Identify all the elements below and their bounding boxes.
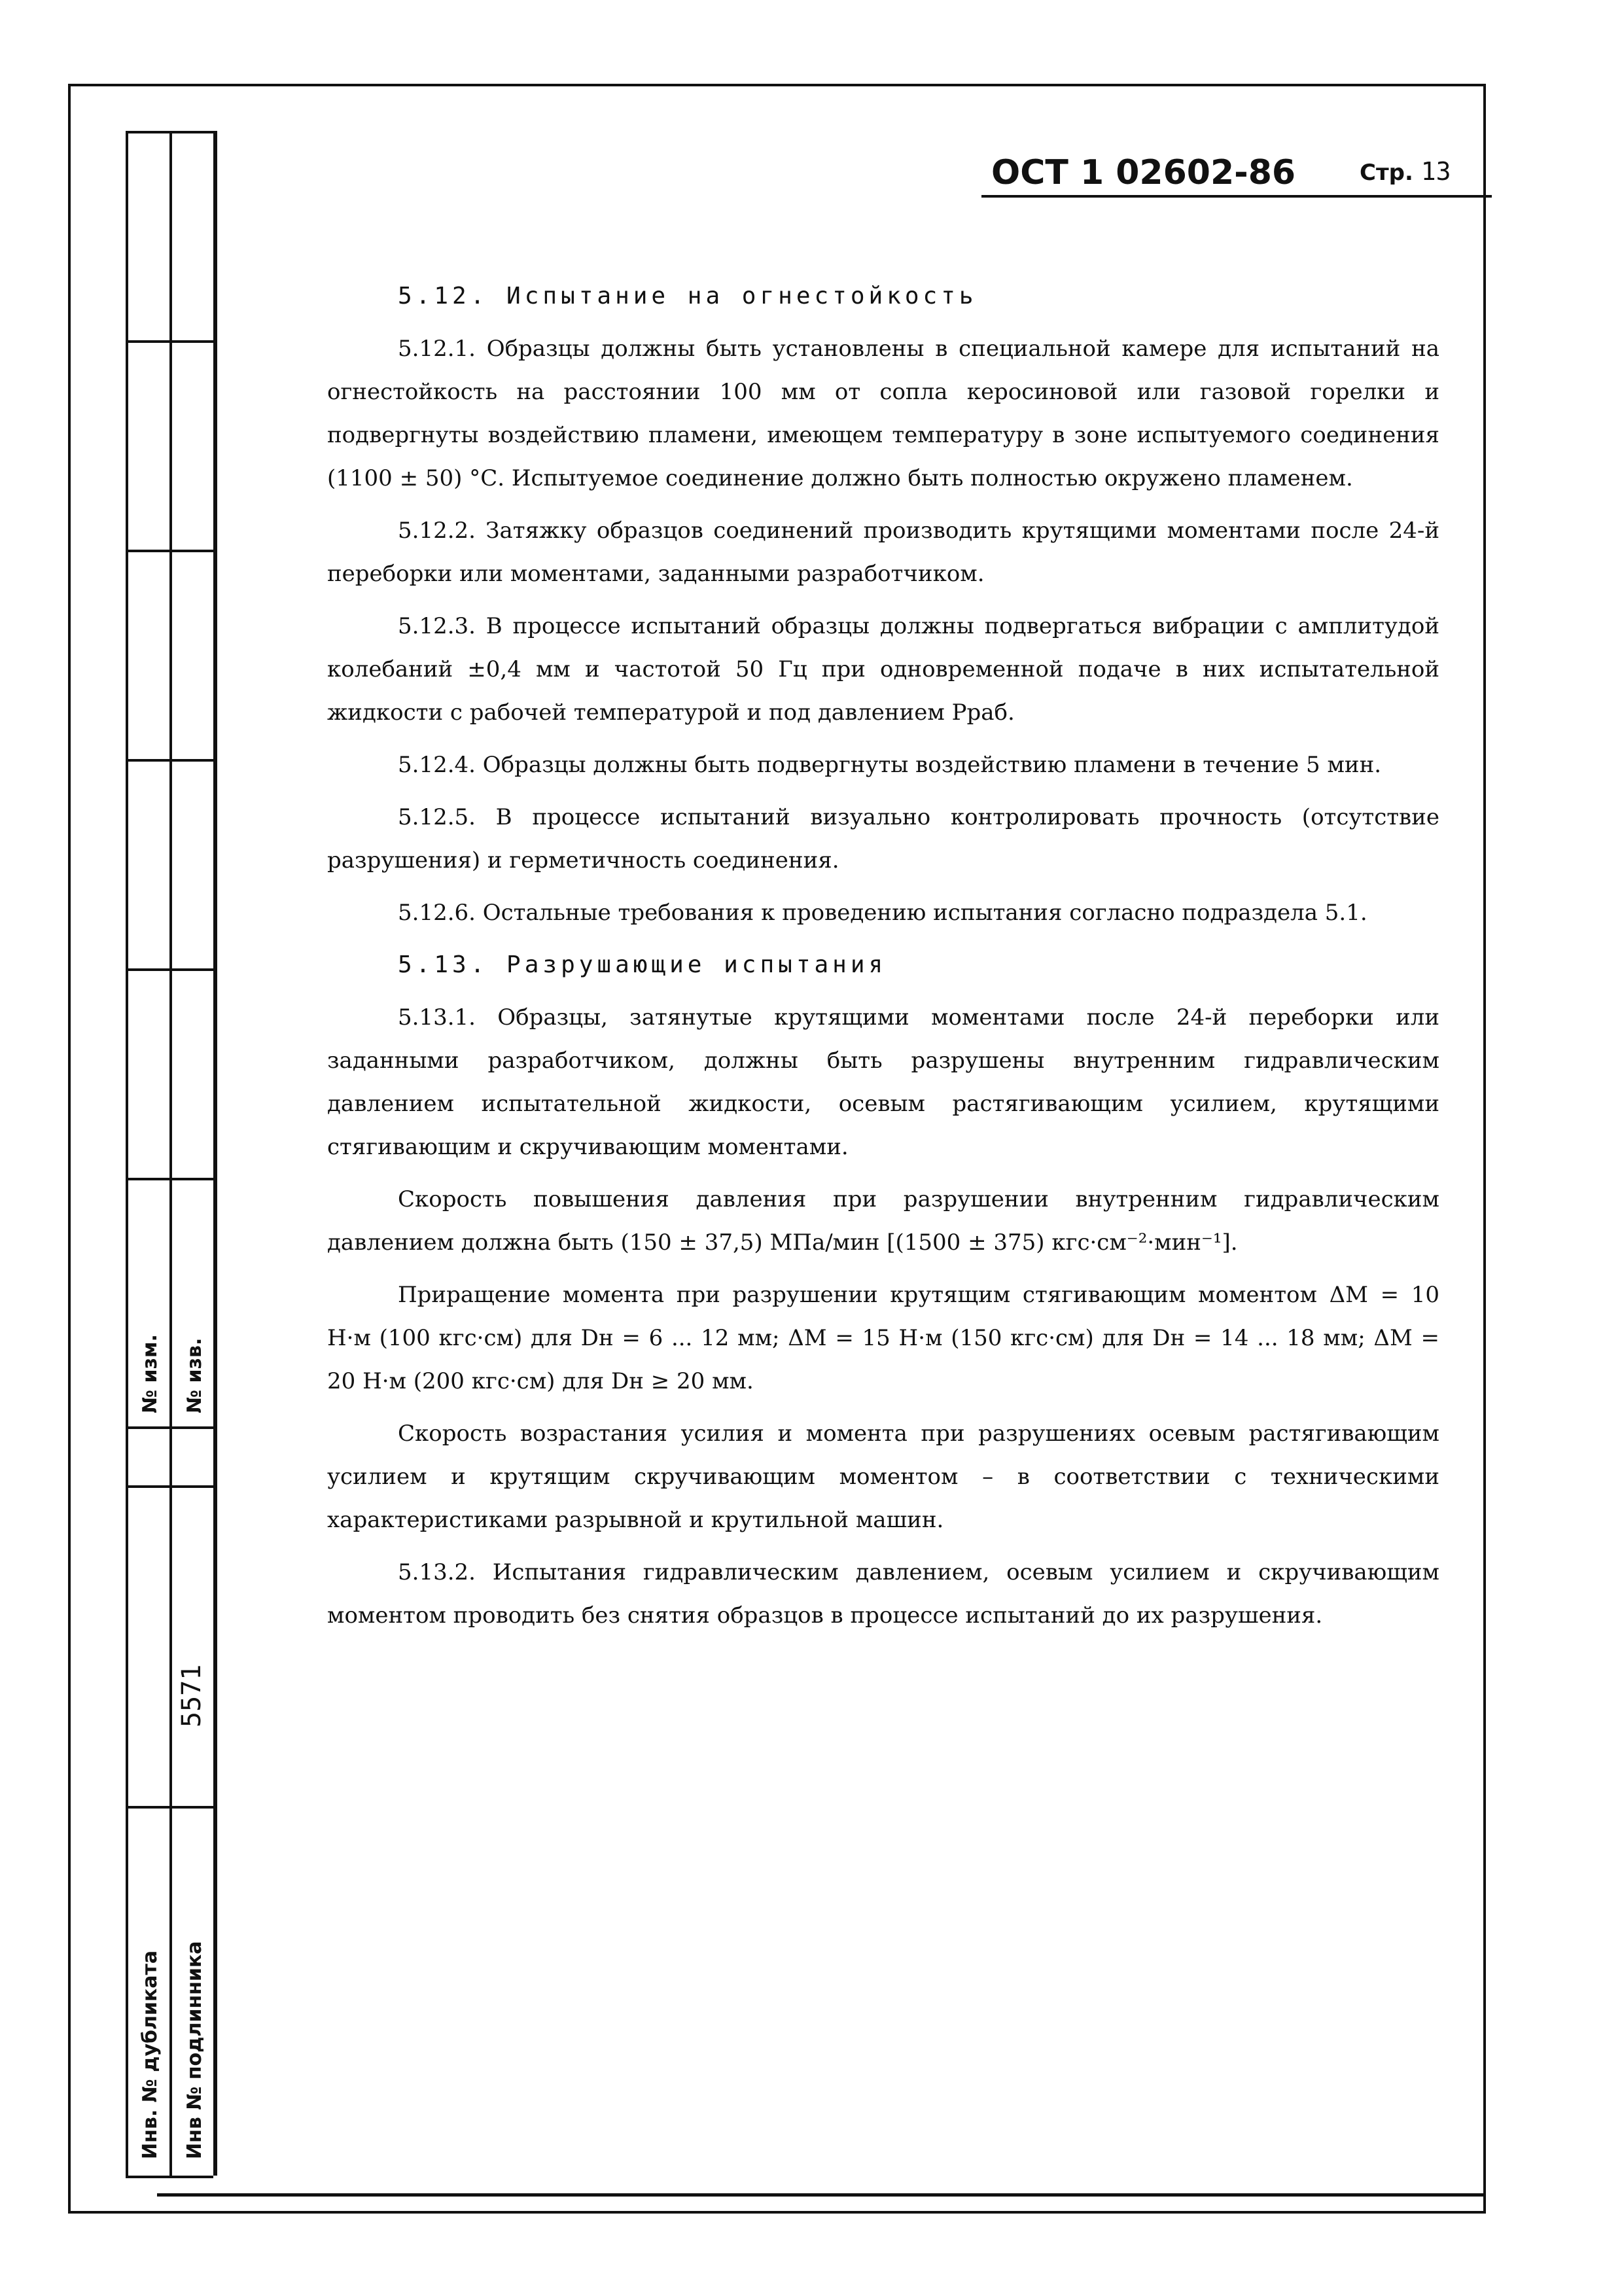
paragraph-5-13-2: 5.13.2. Испытания гидравлическим давлением, осевым усилием и скручивающим моментом проводить без снятия образцов в процессе испытаний до их разрушения. <box>327 1559 1439 1629</box>
margin-row-line <box>126 968 213 971</box>
margin-column-divider-2 <box>169 131 172 2176</box>
izm-label: № изм. <box>139 1334 162 1413</box>
paragraph-moment-increment: Приращение момента при разрушении крутящим стягивающим моментом ΔM = 10 Н·м (100 кгс·см) для Dн = 6 ... 12 мм; ΔM = 15 Н·м (150 кгс·см) для Dн = 14 ... 18 мм; ΔM = 20 Н·м (200 кгс·см) для Dн ≥ 20 мм. <box>327 1282 1439 1394</box>
podl-label: Инв № подлинника <box>183 1941 206 2159</box>
header-underline <box>981 195 1492 198</box>
page-number: 13 <box>1420 157 1451 186</box>
inventory-number: 5571 <box>177 1664 207 1727</box>
margin-row-line <box>126 2176 213 2178</box>
paragraph-5-12-1: 5.12.1. Образцы должны быть установлены в специальной камере для испытаний на огнестойкость на расстоянии 100 мм от сопла керосиновой или газовой горелки и подвергнуты воздействию пламени, имеющем температуру в зоне испытуемого соединения (1100 ± 50) °С. Испытуемое соединение должно быть полностью окружено пламенем. <box>327 336 1439 491</box>
izv-label: № изв. <box>183 1337 206 1413</box>
paragraph-5-12-2: 5.12.2. Затяжку образцов соединений производить крутящими моментами после 24-й переборки или моментами, заданными разработчиком. <box>327 518 1439 587</box>
paragraph-5-12-6: 5.12.6. Остальные требования к проведению испытания согласно подраздела 5.1. <box>398 900 1367 926</box>
margin-row-line <box>126 759 213 762</box>
margin-row-line <box>126 1178 213 1180</box>
page-label: Стр. <box>1360 160 1413 186</box>
page-indicator <box>1360 157 1451 186</box>
paragraph-load-rate: Скорость возрастания усилия и момента при разрушениях осевым растягивающим усилием и крутящим скручивающим моментом – в соответствии с техническими характеристиками разрывной и крутильной машин. <box>327 1421 1439 1533</box>
paragraph-5-12-4: 5.12.4. Образцы должны быть подвергнуты воздействию пламени в течение 5 мин. <box>398 752 1382 778</box>
paragraph-pressure-rate: Скорость повышения давления при разрушении внутренним гидравлическим давлением должна быть (150 ± 37,5) МПа/мин [(1500 ± 375) кгс·см⁻²·мин⁻¹]. <box>327 1186 1439 1256</box>
section-title-5-12: 5.12. Испытание на огнестойкость <box>398 283 978 309</box>
margin-row-line <box>126 340 213 343</box>
bottom-rule <box>157 2193 1485 2197</box>
document-body <box>327 275 1439 1646</box>
margin-row-line <box>126 1426 213 1429</box>
paragraph-5-13-1: 5.13.1. Образцы, затянутые крутящими моментами после 24-й переборки или заданными разработчиком, должны быть разрушены внутренним гидравлическим давлением испытательной жидкости, осевым растягивающим усилием, крутящими стягивающим и скручивающим моментами. <box>327 1004 1439 1160</box>
margin-row-line <box>126 1806 213 1809</box>
paragraph-5-12-3: 5.12.3. В процессе испытаний образцы должны подвергаться вибрации с амплитудой колебаний ±0,4 мм и частотой 50 Гц при одновременной подаче в них испытательной жидкости с рабочей температурой и под давлением Pраб. <box>327 613 1439 726</box>
margin-row-line <box>126 131 213 133</box>
margin-row-line <box>126 1485 213 1488</box>
margin-row-line <box>126 550 213 552</box>
margin-column-divider <box>126 131 128 2176</box>
paragraph-5-12-5: 5.12.5. В процессе испытаний визуально контролировать прочность (отсутствие разрушения) и герметичность соединения. <box>327 804 1439 874</box>
document-code: ОСТ 1 02602-86 <box>991 153 1296 192</box>
section-title-5-13: 5.13. Разрушающие испытания <box>398 951 887 978</box>
dubl-label: Инв. № дубликата <box>139 1950 162 2159</box>
